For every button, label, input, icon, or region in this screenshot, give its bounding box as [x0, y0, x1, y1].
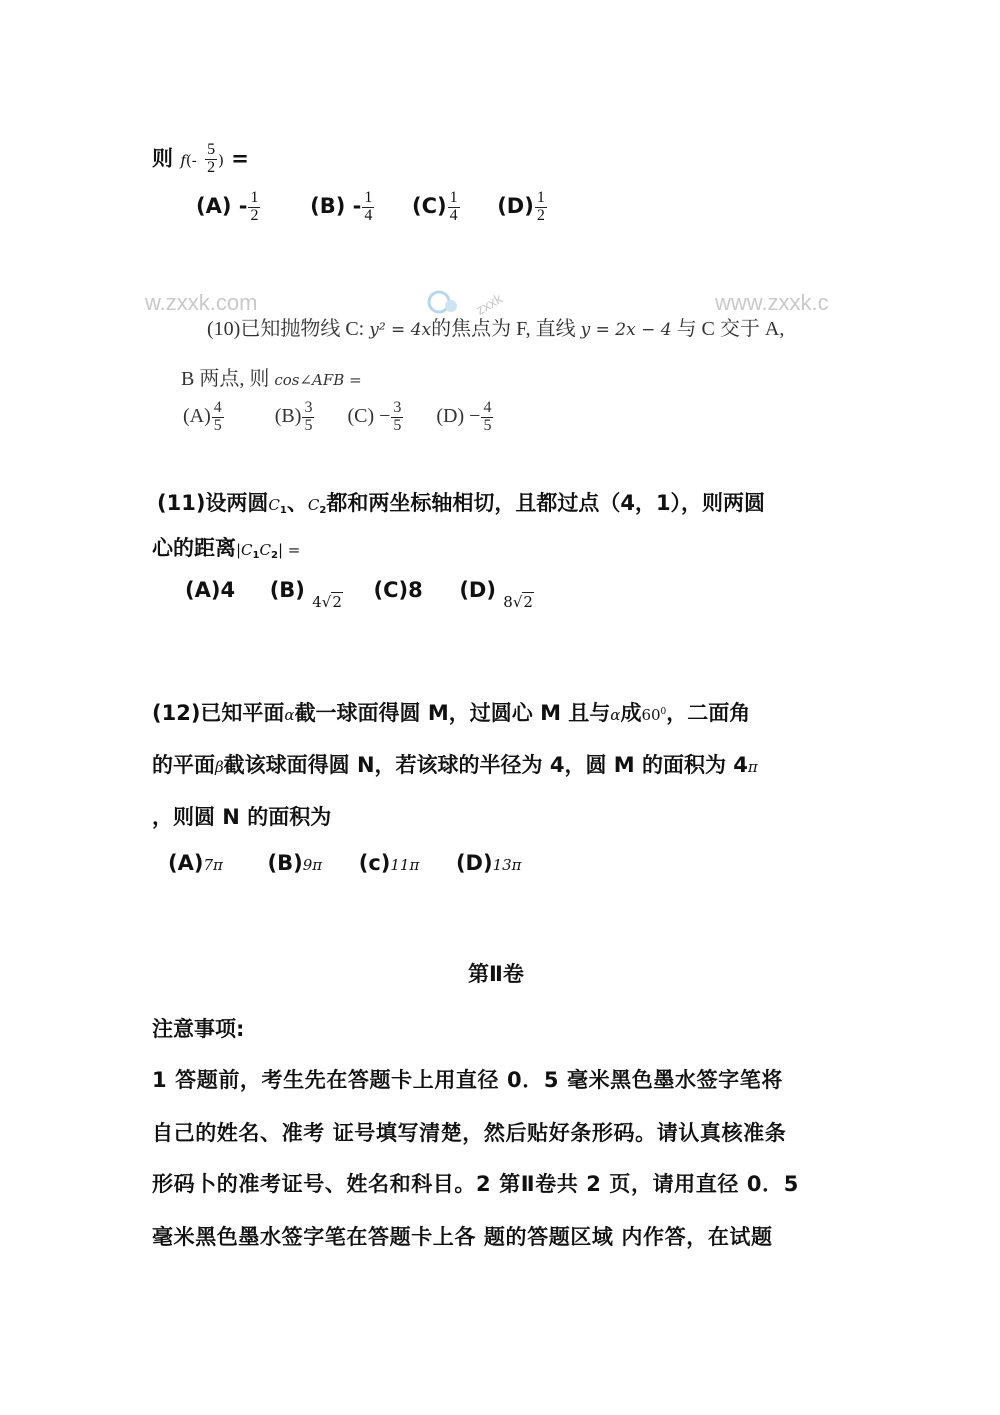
q12-option-a: (A)7π [168, 851, 223, 875]
q10-scan-image [145, 282, 857, 452]
part2-line-2: 自己的姓名、准考 证号填写清楚，然后贴好条形码。请认真核准条 [152, 1121, 787, 1145]
part2-line-4: 毫米黑色墨水签字笔在答题卡上各 题的答题区域 内作答，在试题 [152, 1225, 773, 1249]
q12-line1: (12)已知平面α截一球面得圆 M，过圆心 M 且与α成$60^0$，二面角 [152, 701, 751, 725]
q9-open: (- [185, 151, 197, 170]
q9-close: ) [218, 151, 224, 170]
watermark-mid: zxxk [472, 290, 506, 318]
part2-line-3: 形码卜的准考证号、姓名和科目。2 第Ⅱ卷共 2 页，请用直径 0．5 [152, 1172, 799, 1196]
q9-stem-prefix: 则 [152, 146, 173, 171]
q9-stem [152, 142, 249, 177]
q12-options [168, 851, 522, 875]
q9-option-b: (B) - $\frac{1}{4}$ [310, 189, 373, 224]
q11-line1: (11)设两圆$C_1$、$C_2$都和两坐标轴相切，且都过点（4，1），则两圆 [157, 491, 766, 516]
q11-option-c: (C)8 [373, 578, 423, 602]
q10-option-c: (C) − $\frac{3}{5}$ [347, 399, 402, 434]
q12-line2: 的平面β截该球面得圆 N，若该球的半径为 4，圆 M 的面积为 4π [152, 753, 758, 777]
q12-option-c: (c)11π [358, 851, 420, 875]
q9-func: f [180, 151, 186, 170]
q11-option-b: (B) $_{4√2}$ [269, 578, 342, 611]
q11-options [185, 578, 534, 611]
q10-option-a: (A) $\frac{4}{5}$ [183, 399, 222, 434]
q10-options [183, 400, 494, 435]
q12-option-d: (D)13π [455, 851, 522, 875]
q9-option-a: (A) - $\frac{1}{2}$ [196, 189, 259, 224]
q9-option-d: (D) $\frac{1}{2}$ [497, 189, 545, 224]
q11-option-a: (A)4 [185, 578, 236, 602]
q9-options [196, 190, 548, 225]
q12-line3: ，则圆 N 的面积为 [152, 805, 332, 829]
q9-eq: = [231, 146, 249, 171]
q10-option-d: (D) − $\frac{4}{5}$ [436, 399, 492, 434]
q9-stem-frac: $\frac{5}{2}$ [207, 141, 216, 176]
part2-line-1: 1 答题前，考生先在答题卡上用直径 0．5 毫米黑色墨水签字笔将 [152, 1068, 783, 1092]
q9-option-c: (C) $\frac{1}{4}$ [411, 189, 458, 224]
q11-option-d: (D) $_{8√2}$ [459, 578, 533, 611]
q10-line1: (10)已知抛物线 C: y² = 4x的焦点为 F, 直线 y = 2x − 4 与 C 交于 A, [207, 318, 785, 340]
part2-title: 第Ⅱ卷 [468, 962, 524, 986]
q10-line2: B 两点, 则 cos∠AFB = [181, 368, 362, 390]
watermark-left: w.zxxk.com [145, 290, 258, 315]
part2-notice: 注意事项: [152, 1017, 245, 1041]
q12-option-b: (B)9π [267, 851, 323, 875]
q11-line2: 心的距离$|C_1C_2|$ = [152, 536, 301, 561]
q10-option-b: (B) $\frac{3}{5}$ [274, 399, 313, 434]
watermark-right: www.zxxk.c [715, 290, 829, 315]
